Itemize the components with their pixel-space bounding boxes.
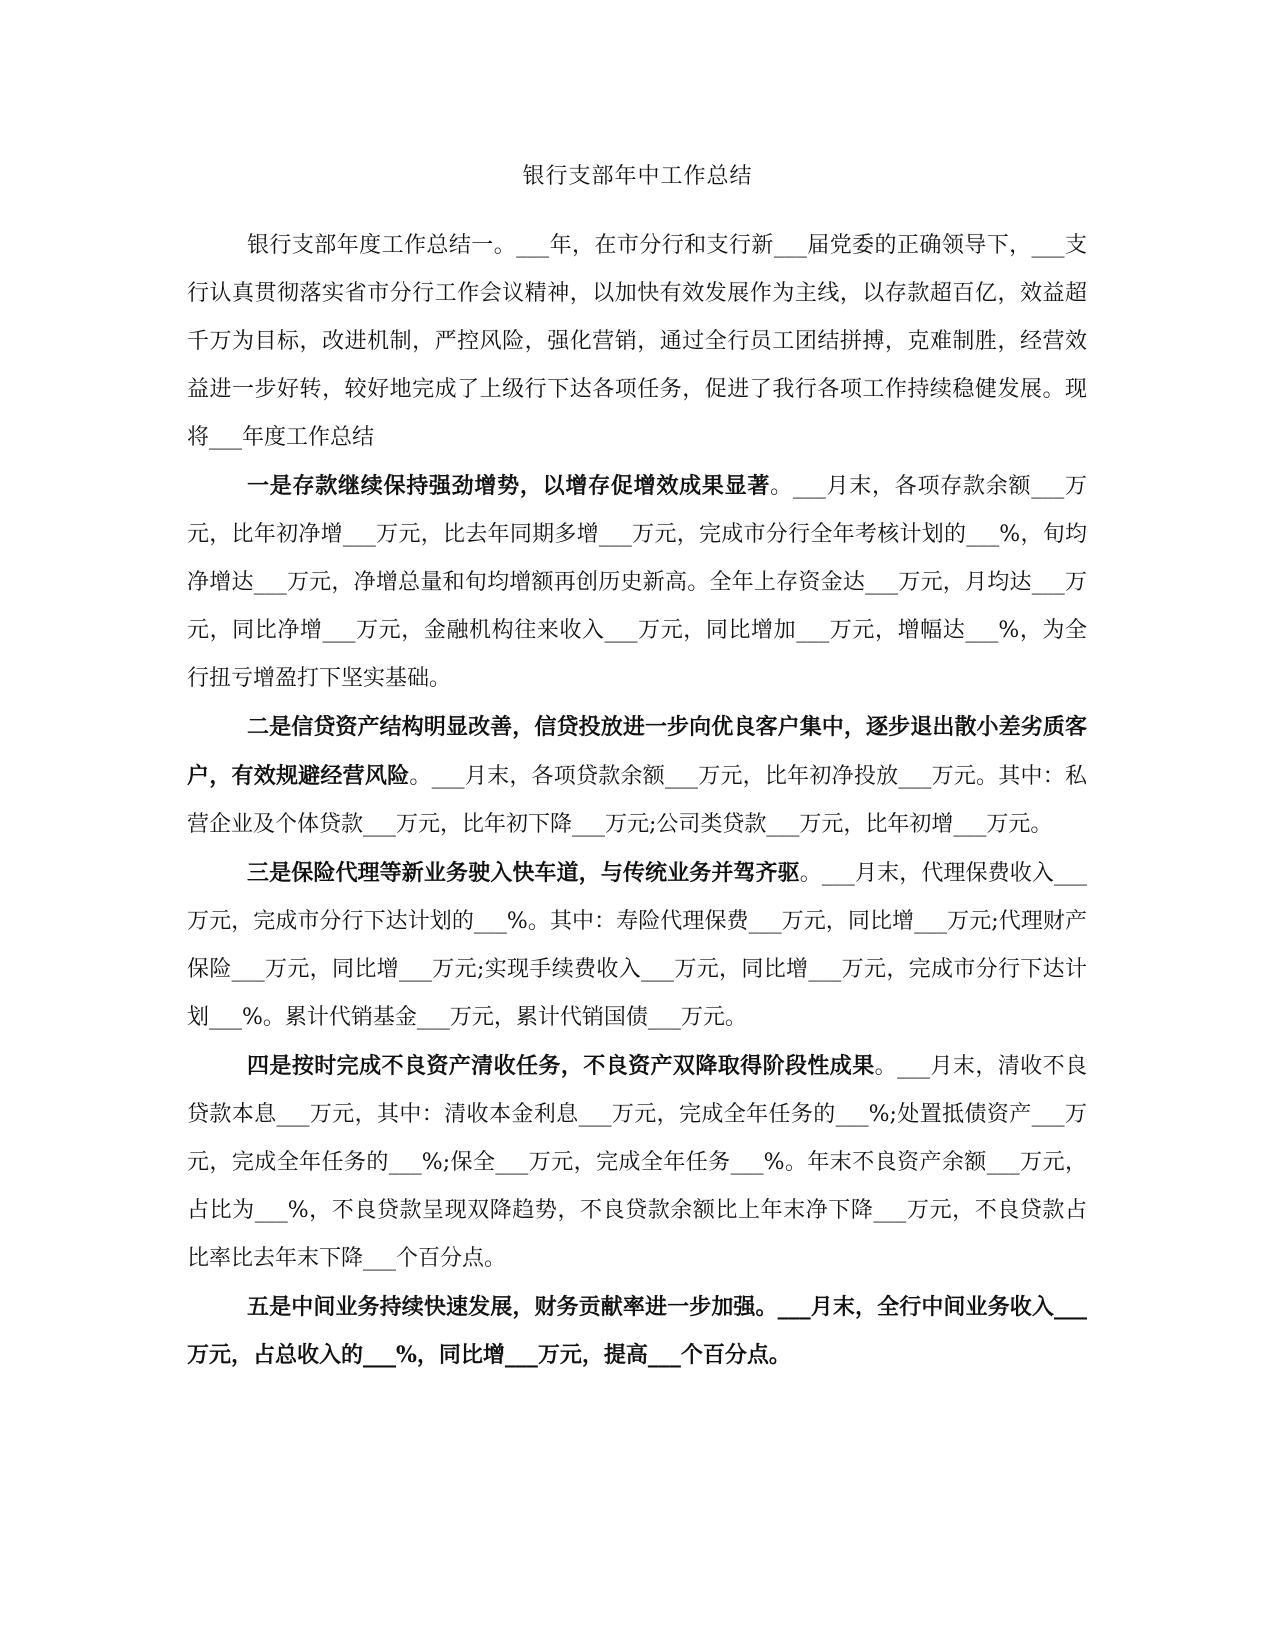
- paragraph-text: 。___月末，各项存款余额___万元，比年初净增___万元，比去年同期多增___万元，完成市分行全年考核计划的___%，旬均净增达___万元，净增总量和旬均增额再创历史新高。全年上存资金达___万元，月均达___万元，同比净增___万元，金融机构往来收入___万元，同比增加___万元，增幅达___%，为全行扭亏增盈打下坚实基础。: [187, 474, 1087, 691]
- document-body: [187, 222, 1087, 1379]
- document-title: 银行支部年中工作总结: [522, 164, 753, 189]
- paragraph-insurance-agency: [187, 849, 1087, 1042]
- paragraph-heading: 一是存款继续保持强劲增势，以增存促增效成果显著: [247, 473, 771, 499]
- paragraph-heading: 四是按时完成不良资产清收任务，不良资产双降取得阶段性成果: [247, 1053, 875, 1079]
- paragraph-deposits: [187, 462, 1087, 703]
- paragraph-heading: 二是信贷资产结构明显改善，信贷投放进一步向优良客户集中，逐步退出散小差劣质客户，有效规避经营风险: [187, 714, 1087, 789]
- paragraph-heading: 三是保险代理等新业务驶入快车道，与传统业务并驾齐驱: [247, 860, 800, 886]
- paragraph-heading: 五是中间业务持续快速发展，财务贡献率进一步加强。___月末，全行中间业务收入___万元，占总收入的___%，同比增___万元，提高___个百分点。: [187, 1294, 1087, 1368]
- paragraph-text: 银行支部年度工作总结一。___年，在市分行和支行新___届党委的正确领导下，___支行认真贯彻落实省市分行工作会议精神，以加快有效发展作为主线，以存款超百亿，效益超千万为目标，改进机制，严控风险，强化营销，通过全行员工团结拼搏，克难制胜，经营效益进一步好转，较好地完成了上级行下达各项任务，促进了我行各项工作持续稳健发展。现将___年度工作总结: [187, 233, 1087, 450]
- paragraph-nonperforming-assets: [187, 1042, 1087, 1283]
- paragraph-text: 。___月末，清收不良贷款本息___万元，其中：清收本金利息___万元，完成全年任务的___%;处置抵债资产___万元，完成全年任务的___%;保全___万元，完成全年任务___%。年末不良资产余额___万元，占比为___%，不良贷款呈现双降趋势，不良贷款余额比上年末净下降___万元，不良贷款占比率比去年末下降___个百分点。: [187, 1054, 1087, 1271]
- paragraph-text: 。___月末，代理保费收入___万元，完成市分行下达计划的___%。其中：寿险代理保费___万元，同比增___万元;代理财产保险___万元，同比增___万元;实现手续费收入___万元，同比增___万元，完成市分行下达计划___%。累计代销基金___万元，累计代销国债___万元。: [187, 861, 1087, 1030]
- paragraph-intermediate-business: [187, 1283, 1087, 1379]
- paragraph-text: 。___月末，各项贷款余额___万元，比年初净投放___万元。其中：私营企业及个体贷款___万元，比年初下降___万元;公司类贷款___万元，比年初增___万元。: [187, 764, 1087, 837]
- paragraph-intro: [187, 222, 1087, 462]
- paragraph-credit-assets: [187, 703, 1087, 849]
